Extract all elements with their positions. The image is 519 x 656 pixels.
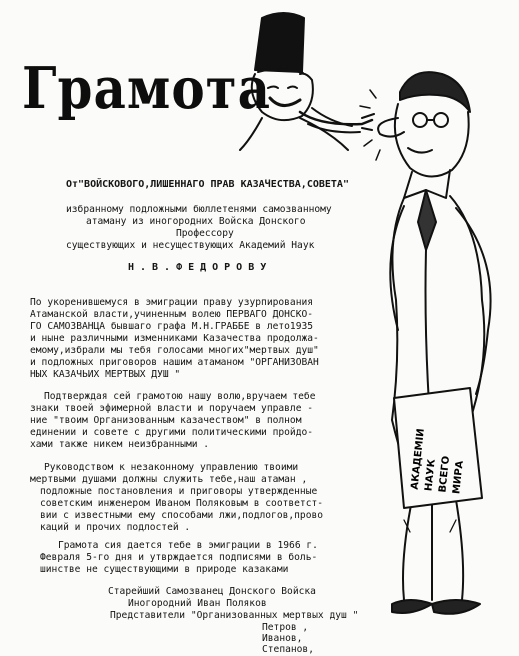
- nose: [378, 118, 404, 137]
- from-line: От"ВОЙСКОВОГО,ЛИШЕННАГО ПРАВ КАЗАЧЕСТВА,СОВЕТА": [66, 179, 349, 190]
- signature-line-1: Старейший Самозванец Донского Войска: [108, 586, 316, 597]
- signature-line-2: Иногородний Иван Поляков: [128, 598, 267, 609]
- addressee-line-2: атаману из иногородних Войска Донского: [86, 216, 306, 227]
- signature-line-6: Степанов,: [262, 644, 314, 655]
- sign-line-2: НАУК: [423, 458, 438, 492]
- professor-hair: [400, 72, 470, 112]
- recipient-name: Н.В.ФЕДОРОВУ: [128, 262, 273, 273]
- sign-line-4: МИРА: [451, 460, 466, 495]
- legs: [403, 500, 463, 600]
- sign-line-1: АКАДЕМІИ: [409, 427, 427, 491]
- shoes: [392, 600, 480, 614]
- addressee-line-4: существующих и несуществующих Академий Наук: [66, 240, 315, 251]
- document-title: Грамота: [22, 54, 272, 122]
- document-page: АКАДЕМІИ НАУК ВСЕГО МИРА Грамота От"ВОЙСКОВОГО,ЛИШЕННАГО ПРАВ КАЗАЧЕСТВА,СОВЕТА" избранному подложными бюллетенями самозванному атаману из иногородних Войска Донского Профессору существующих и несуществующих Академий Наук Н.В.ФЕДОРОВУ По укоренившемуся в эмиграции праву узурпирования Атаманской власти,учиненным волею ПЕРВАГО ДОНСКО- ГО САМОЗВАНЦА бывшаго графа М.Н.ГРАББЕ в лето1935 и ныне различными изменниками Казачества продолжа- емому,избрали мы тебя голосами многих"мертвых душ" и подложных приговоров нашим атаманом "ОРГАНИЗОВАН НЫХ КАЗАЧЬИХ МЕРТВЫХ ДУШ " Подтверждая сей грамотою нашу волю,вручаем тебе знаки твоей эфимерной власти и поручаем управле - ние "твоим Организованным казачеством" в полном единении и совете с другими политическими пройдо- хами также никем неизбранными . Руководством к незаконному управлению твоими мертвыми душами должны служить тебе,наш атаман , подложные постановления и приговоры утвержденные советским инженером Иваном Поляковым в соответст- вии с известными ему способами лжи,подлогов,прово каций и прочих подлостей . Грамота сия дается тебе в эмиграции в 1966 г. Февраля 5-го дня и утврждается подписями в боль- шинстве не существующими в природе казаками Старейший Самозванец Донского Войска Иногородний Иван Поляков Представители "Организованных мертвых душ " Петров , Иванов, Степанов,: [0, 0, 519, 653]
- necktie: [418, 190, 436, 250]
- signature-line-5: Иванов,: [262, 633, 303, 644]
- sign-line-3: ВСЕГО: [437, 455, 453, 494]
- signature-line-4: Петров ,: [262, 622, 309, 633]
- professor-head: [395, 104, 469, 177]
- addressee-line-1: избранному подложными бюллетенями самозванному: [66, 204, 332, 215]
- signature-line-3: Представители "Организованных мертвых душ ": [110, 610, 359, 621]
- addressee-line-3: Профессору: [176, 228, 234, 239]
